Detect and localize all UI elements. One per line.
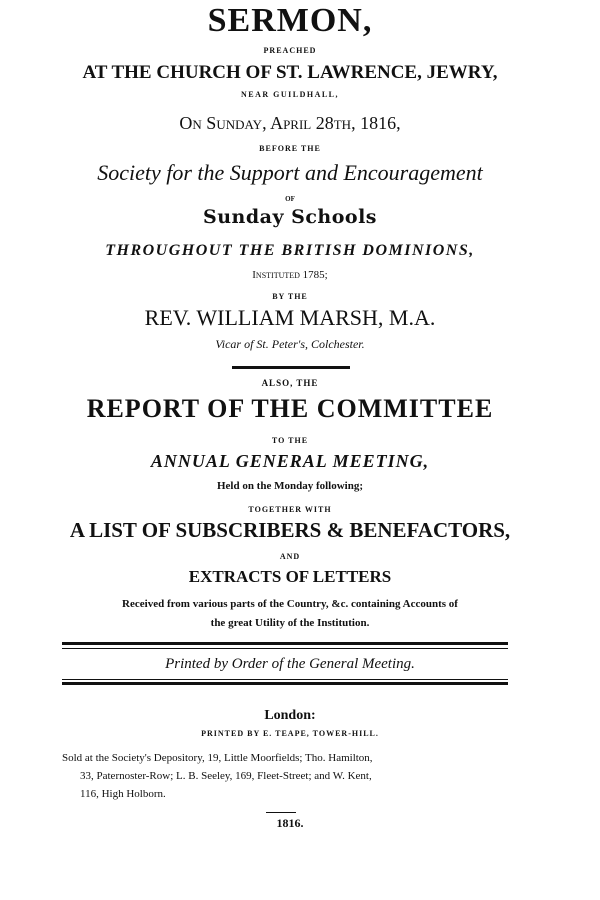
society-line: Society for the Support and Encouragement (97, 160, 483, 185)
upper-rule-thin (62, 648, 508, 649)
together-label: TOGETHER WITH (248, 505, 332, 514)
received-line-2: the great Utility of the Institution. (210, 617, 370, 629)
author-line: REV. WILLIAM MARSH, M.A. (144, 305, 436, 330)
lower-rule-thin (62, 679, 508, 680)
list-line: A LIST OF SUBSCRIBERS & BENEFACTORS, (69, 518, 511, 542)
extracts-line: EXTRACTS OF LETTERS (188, 567, 392, 586)
held-line: Held on the Monday following; (216, 480, 364, 492)
sold-line-3: 116, High Holborn. (80, 788, 166, 800)
sold-line-1: Sold at the Society's Depository, 19, Little Moorfields; Tho. Hamilton, (62, 752, 373, 764)
of-label: OF (285, 195, 295, 203)
report-line: REPORT OF THE COMMITTEE (86, 394, 494, 423)
sunday-schools-line: Sunday Schools (203, 206, 377, 228)
received-line-1: Received from various parts of the Country, &c. containing Accounts of (122, 598, 458, 610)
preached-label: PREACHED (263, 46, 317, 55)
lower-rule-thick (62, 682, 508, 685)
printed-order-line: Printed by Order of the General Meeting. (165, 656, 415, 672)
sold-line-2: 33, Paternoster-Row; L. B. Seeley, 169, Fleet-Street; and W. Kent, (80, 770, 372, 782)
year-line: 1816. (276, 816, 304, 830)
short-rule (232, 366, 350, 369)
year-overline (266, 812, 296, 813)
near-line: NEAR GUILDHALL, (240, 90, 340, 99)
date-line: On Sunday, April 28th, 1816, (179, 113, 401, 133)
church-line: AT THE CHURCH OF ST. LAWRENCE, JEWRY, (82, 62, 498, 83)
also-label: ALSO, THE (261, 378, 319, 388)
instituted-line: Instituted 1785; (252, 269, 328, 281)
upper-rule-thick (62, 642, 508, 645)
printer-line: PRINTED BY E. TEAPE, TOWER-HILL. (201, 729, 379, 738)
title: SERMON, (207, 2, 373, 39)
vicar-line: Vicar of St. Peter's, Colchester. (215, 337, 365, 351)
by-the-label: BY THE (272, 292, 308, 301)
dominions-line: THROUGHOUT THE BRITISH DOMINIONS, (105, 242, 475, 259)
to-the-label: TO THE (271, 436, 309, 445)
before-label: BEFORE THE (259, 144, 321, 153)
annual-meeting-line: ANNUAL GENERAL MEETING, (150, 451, 430, 471)
london-line: London: (264, 708, 316, 723)
and-label: AND (279, 552, 301, 561)
